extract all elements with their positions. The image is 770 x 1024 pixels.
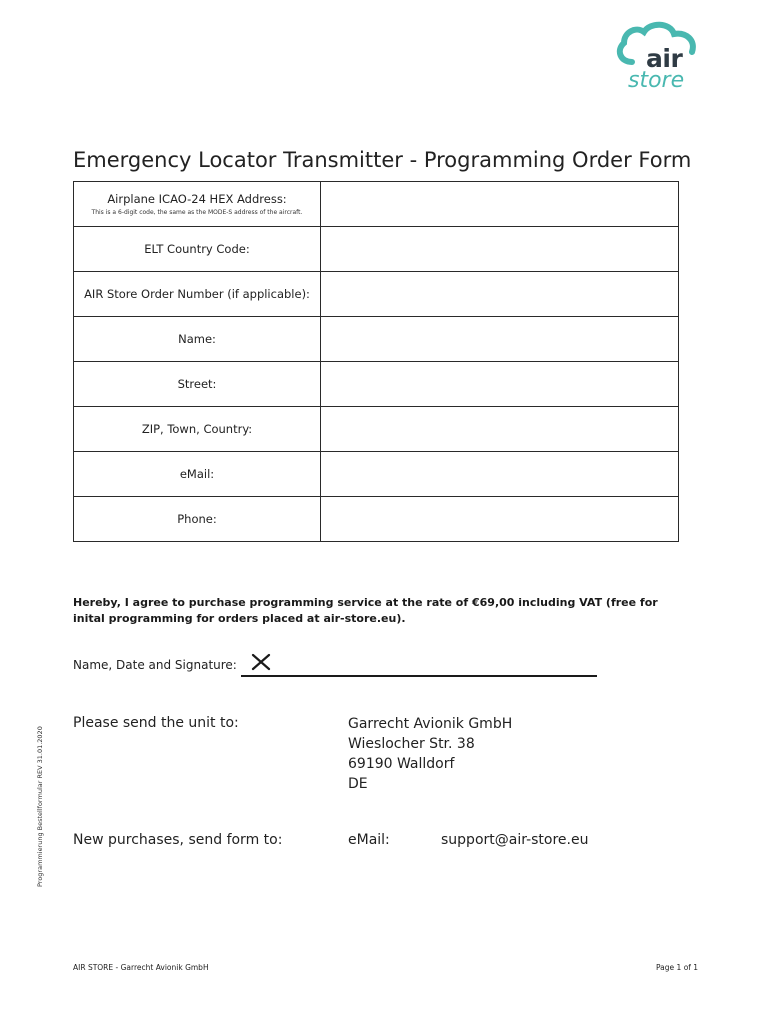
x-mark-icon bbox=[250, 653, 272, 671]
icao-address-hint: This is a 6-digit code, the same as the MODE-S address of the aircraft. bbox=[91, 209, 303, 216]
new-purchases-label: New purchases, send form to: bbox=[73, 832, 283, 848]
zip-town-country-label: ZIP, Town, Country: bbox=[74, 407, 321, 452]
form-row bbox=[74, 407, 679, 452]
address-line: Wieslocher Str. 38 bbox=[348, 736, 475, 752]
agreement-text: Hereby, I agree to purchase programming service at the rate of €69,00 including VAT (free for inital programming for orders placed at air-store.eu). bbox=[73, 596, 658, 625]
street-label: Street: bbox=[74, 362, 321, 407]
footer-page-number: Page 1 of 1 bbox=[656, 963, 699, 972]
phone-field[interactable] bbox=[321, 497, 679, 542]
contact-email-label: eMail: bbox=[348, 832, 390, 848]
order-form-table bbox=[73, 181, 679, 542]
icao-address-field[interactable] bbox=[321, 182, 679, 227]
elt-country-code-label: ELT Country Code: bbox=[74, 227, 321, 272]
name-label: Name: bbox=[74, 317, 321, 362]
page-title: Emergency Locator Transmitter - Programming Order Form bbox=[73, 148, 692, 172]
form-row bbox=[74, 272, 679, 317]
logo-store-text: store bbox=[628, 68, 685, 93]
contact-email-link[interactable]: support@air-store.eu bbox=[441, 832, 589, 848]
address-line: DE bbox=[348, 776, 368, 792]
form-row bbox=[74, 227, 679, 272]
signature-label: Name, Date and Signature: bbox=[73, 658, 237, 672]
email-field[interactable] bbox=[321, 452, 679, 497]
air-store-logo bbox=[612, 20, 704, 96]
revision-side-text: Programmierung Bestellformular REV 31.01.2020 bbox=[36, 726, 44, 887]
phone-label: Phone: bbox=[74, 497, 321, 542]
address-line: Garrecht Avionik GmbH bbox=[348, 716, 513, 732]
logo-air-text: air bbox=[646, 44, 683, 73]
address-line: 69190 Walldorf bbox=[348, 756, 455, 772]
form-row bbox=[74, 182, 679, 227]
order-number-label: AIR Store Order Number (if applicable): bbox=[74, 272, 321, 317]
email-label: eMail: bbox=[74, 452, 321, 497]
form-row bbox=[74, 452, 679, 497]
shipping-address bbox=[348, 714, 512, 794]
zip-town-country-field[interactable] bbox=[321, 407, 679, 452]
signature-line[interactable] bbox=[241, 675, 597, 677]
street-field[interactable] bbox=[321, 362, 679, 407]
name-field[interactable] bbox=[321, 317, 679, 362]
form-row-label bbox=[74, 182, 321, 227]
footer-company: AIR STORE - Garrecht Avionik GmbH bbox=[73, 963, 209, 972]
order-number-field[interactable] bbox=[321, 272, 679, 317]
form-row bbox=[74, 317, 679, 362]
icao-address-label: Airplane ICAO-24 HEX Address: bbox=[107, 192, 287, 206]
send-unit-label: Please send the unit to: bbox=[73, 715, 239, 731]
form-row bbox=[74, 497, 679, 542]
elt-country-code-field[interactable] bbox=[321, 227, 679, 272]
form-row bbox=[74, 362, 679, 407]
